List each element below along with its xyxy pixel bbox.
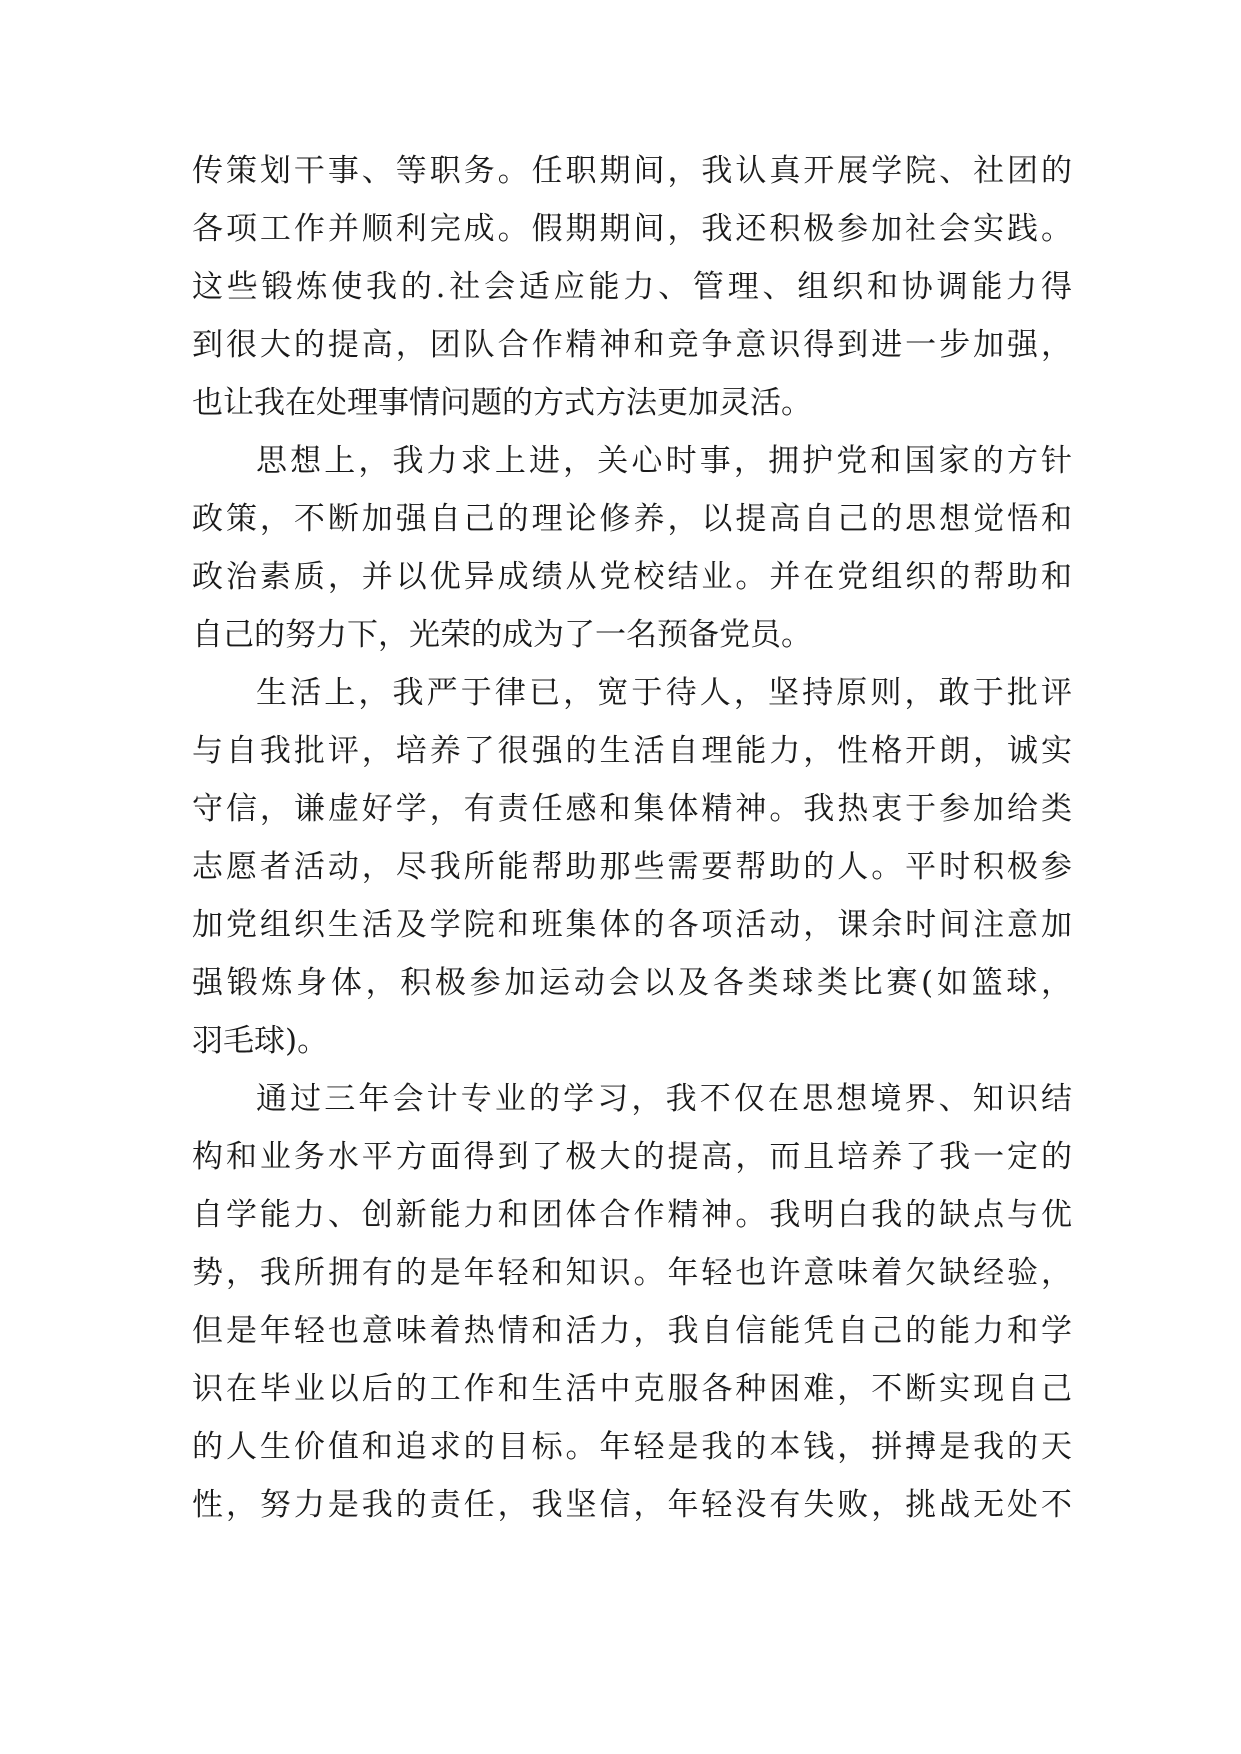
paragraph-line: 性，努力是我的责任，我坚信，年轻没有失败，挑战无处不 bbox=[192, 1487, 1072, 1523]
paragraph-line: 自学能力、创新能力和团体合作精神。我明白我的缺点与优 bbox=[192, 1197, 1072, 1233]
paragraph-line: 也让我在处理事情问题的方式方法更加灵活。 bbox=[192, 385, 812, 421]
paragraph-line: 构和业务水平方面得到了极大的提高，而且培养了我一定的 bbox=[192, 1139, 1072, 1175]
paragraph-line: 自己的努力下，光荣的成为了一名预备党员。 bbox=[192, 617, 812, 653]
paragraph-line: 与自我批评，培养了很强的生活自理能力，性格开朗，诚实 bbox=[192, 733, 1072, 769]
paragraph-line: 加党组织生活及学院和班集体的各项活动，课余时间注意加 bbox=[192, 907, 1072, 943]
paragraph-line: 但是年轻也意味着热情和活力，我自信能凭自己的能力和学 bbox=[192, 1313, 1072, 1349]
paragraph-line: 各项工作并顺利完成。假期期间，我还积极参加社会实践。 bbox=[192, 211, 1072, 247]
paragraph-line: 通过三年会计专业的学习，我不仅在思想境界、知识结 bbox=[256, 1081, 1072, 1117]
paragraph-line: 守信，谦虚好学，有责任感和集体精神。我热衷于参加给类 bbox=[192, 791, 1072, 827]
paragraph-line: 传策划干事、等职务。任职期间，我认真开展学院、社团的 bbox=[192, 153, 1072, 189]
paragraph-line: 到很大的提高，团队合作精神和竞争意识得到进一步加强， bbox=[192, 327, 1072, 363]
paragraph-line: 思想上，我力求上进，关心时事，拥护党和国家的方针 bbox=[256, 443, 1072, 479]
paragraph-line: 强锻炼身体，积极参加运动会以及各类球类比赛(如篮球， bbox=[192, 965, 1072, 1001]
paragraph-line: 政策，不断加强自己的理论修养，以提高自己的思想觉悟和 bbox=[192, 501, 1072, 537]
paragraph-line: 羽毛球)。 bbox=[192, 1023, 329, 1059]
paragraph-line: 志愿者活动，尽我所能帮助那些需要帮助的人。平时积极参 bbox=[192, 849, 1072, 885]
paragraph-line: 这些锻炼使我的.社会适应能力、管理、组织和协调能力得 bbox=[192, 269, 1072, 305]
paragraph-line: 势，我所拥有的是年轻和知识。年轻也许意味着欠缺经验， bbox=[192, 1255, 1072, 1291]
paragraph-line: 识在毕业以后的工作和生活中克服各种困难，不断实现自己 bbox=[192, 1371, 1072, 1407]
paragraph-line: 的人生价值和追求的目标。年轻是我的本钱，拼搏是我的天 bbox=[192, 1429, 1072, 1465]
paragraph-line: 政治素质，并以优异成绩从党校结业。并在党组织的帮助和 bbox=[192, 559, 1072, 595]
paragraph-line: 生活上，我严于律已，宽于待人，坚持原则，敢于批评 bbox=[256, 675, 1072, 711]
